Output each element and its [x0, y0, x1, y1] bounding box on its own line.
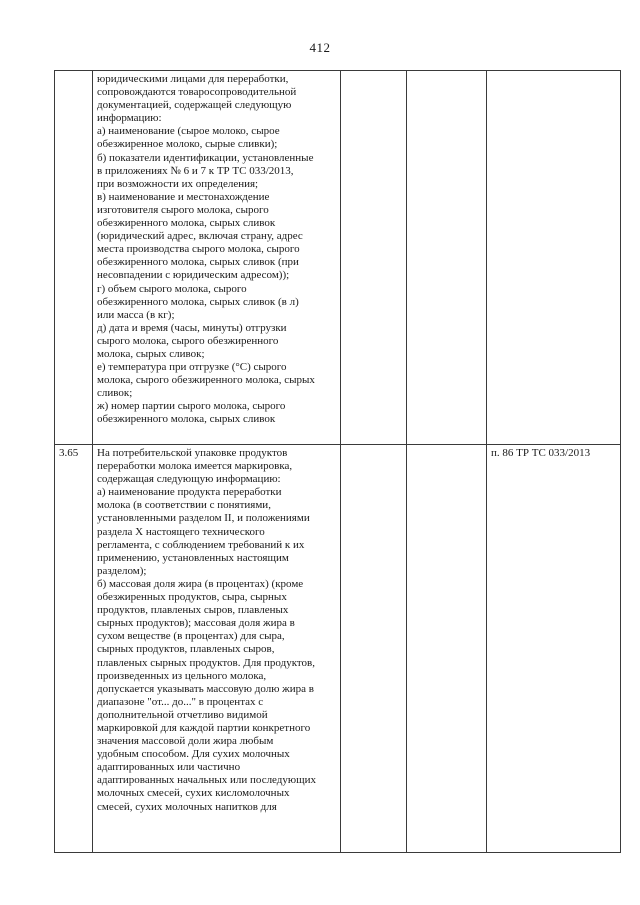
text-line: ж) номер партии сырого молока, сырого [97, 400, 286, 413]
reference-text: п. 86 ТР ТС 033/2013 [491, 447, 591, 459]
text-line: изготовителя сырого молока, сырого [97, 203, 269, 216]
page-number: 412 [309, 40, 331, 55]
text-line: д) дата и время (часы, минуты) отгрузки [97, 321, 287, 334]
text-line: содержащая следующую информацию: [97, 473, 281, 486]
text-line: места производства сырого молока, сырого [97, 243, 300, 256]
text-line: в приложениях № 6 и 7 к ТР ТС 033/2013, [97, 164, 294, 177]
reference-cell [487, 71, 621, 445]
text-line: при возможности их определения; [97, 177, 259, 190]
text-line: в) наименование и местонахождение [97, 190, 270, 203]
text-line: документацией, содержащей следующую [97, 99, 292, 112]
text-line: сырого молока, сырого обезжиренного [97, 334, 279, 347]
text-line: удобным способом. Для сухих молочных [97, 748, 290, 761]
text-line: сырных продуктов); массовая доля жира в [97, 617, 295, 630]
text-line: дополнительной отчетливо видимой [97, 708, 268, 721]
empty-cell [407, 445, 487, 853]
text-line: На потребительской упаковке продуктов [97, 447, 288, 459]
text-line: обезжиренного молока, сырых сливок (в л) [97, 295, 299, 308]
text-line: переработки молока имеется маркировка, [97, 460, 293, 473]
text-line: применению, установленных настоящим [97, 551, 289, 564]
text-line: маркировкой для каждой партии конкретного [97, 721, 311, 734]
text-line: юридическими лицами для переработки, [97, 73, 289, 85]
text-line: или масса (в кг); [97, 308, 175, 321]
requirement-text-cell [93, 445, 341, 853]
empty-cell [341, 71, 407, 445]
text-line: адаптированных или частично [97, 761, 241, 774]
text-line: разделом); [97, 564, 147, 577]
text-line: установленными разделом II, и положениями [97, 512, 310, 525]
text-line: обезжиренное молоко, сырые сливки); [97, 138, 278, 151]
text-line: молока, сырых сливок; [97, 347, 205, 360]
requirement-text-cell [93, 71, 341, 445]
text-line: допускается указывать массовую долю жира в [97, 682, 314, 695]
text-line: г) объем сырого молока, сырого [97, 282, 247, 295]
text-line: продуктов, плавленых сыров, плавленых [97, 604, 289, 617]
requirements-table [54, 70, 621, 853]
text-line: раздела X настоящего технического [97, 525, 265, 538]
text-line: плавленых сырных продуктов. Для продуктов, [97, 656, 316, 669]
text-line: б) массовая доля жира (в процентах) (кроме [97, 577, 304, 590]
text-line: обезжиренного молока, сырых сливок [97, 413, 276, 426]
text-line: несовпадении с юридическим адресом)); [97, 269, 290, 282]
text-line: молока, сырого обезжиренного молока, сырых [97, 374, 315, 387]
empty-cell [407, 71, 487, 445]
text-line: смесей, сухих молочных напитков для [97, 800, 277, 813]
item-number-cell: 3.65 [55, 445, 93, 853]
text-line: а) наименование продукта переработки [97, 486, 282, 499]
text-line: адаптированных начальных или последующих [97, 774, 316, 787]
text-line: диапазоне "от... до..." в процентах с [97, 695, 264, 708]
text-line: а) наименование (сырое молоко, сырое [97, 125, 280, 138]
text-line: молочных смесей, сухих кисломолочных [97, 787, 290, 800]
text-line: молока (в соответствии с понятиями, [97, 499, 271, 512]
text-line: (юридический адрес, включая страну, адрес [97, 230, 303, 243]
text-line: произведенных из цельного молока, [97, 669, 267, 682]
text-line: обезжиренного молока, сырых сливок [97, 217, 276, 230]
text-line: е) температура при отгрузке (°C) сырого [97, 361, 287, 374]
text-line: сопровождаются товаросопроводительной [97, 86, 297, 99]
text-line: сырных продуктов, плавленых сыров, [97, 643, 275, 656]
text-line: значения массовой доли жира любым [97, 735, 274, 748]
text-line: обезжиренного молока, сырых сливок (при [97, 256, 299, 269]
empty-cell [341, 445, 407, 853]
text-line: обезжиренных продуктов, сыра, сырных [97, 591, 287, 604]
text-line: сухом веществе (в процентах) для сыра, [97, 630, 285, 643]
table-row [55, 71, 621, 445]
reference-cell [487, 445, 621, 853]
text-line: б) показатели идентификации, установленные [97, 151, 314, 164]
text-line: регламента, с соблюдением требований к их [97, 538, 305, 551]
text-line: сливок; [97, 387, 133, 400]
table-row [55, 445, 621, 853]
item-number-cell [55, 71, 93, 445]
text-line: информацию: [97, 112, 162, 125]
